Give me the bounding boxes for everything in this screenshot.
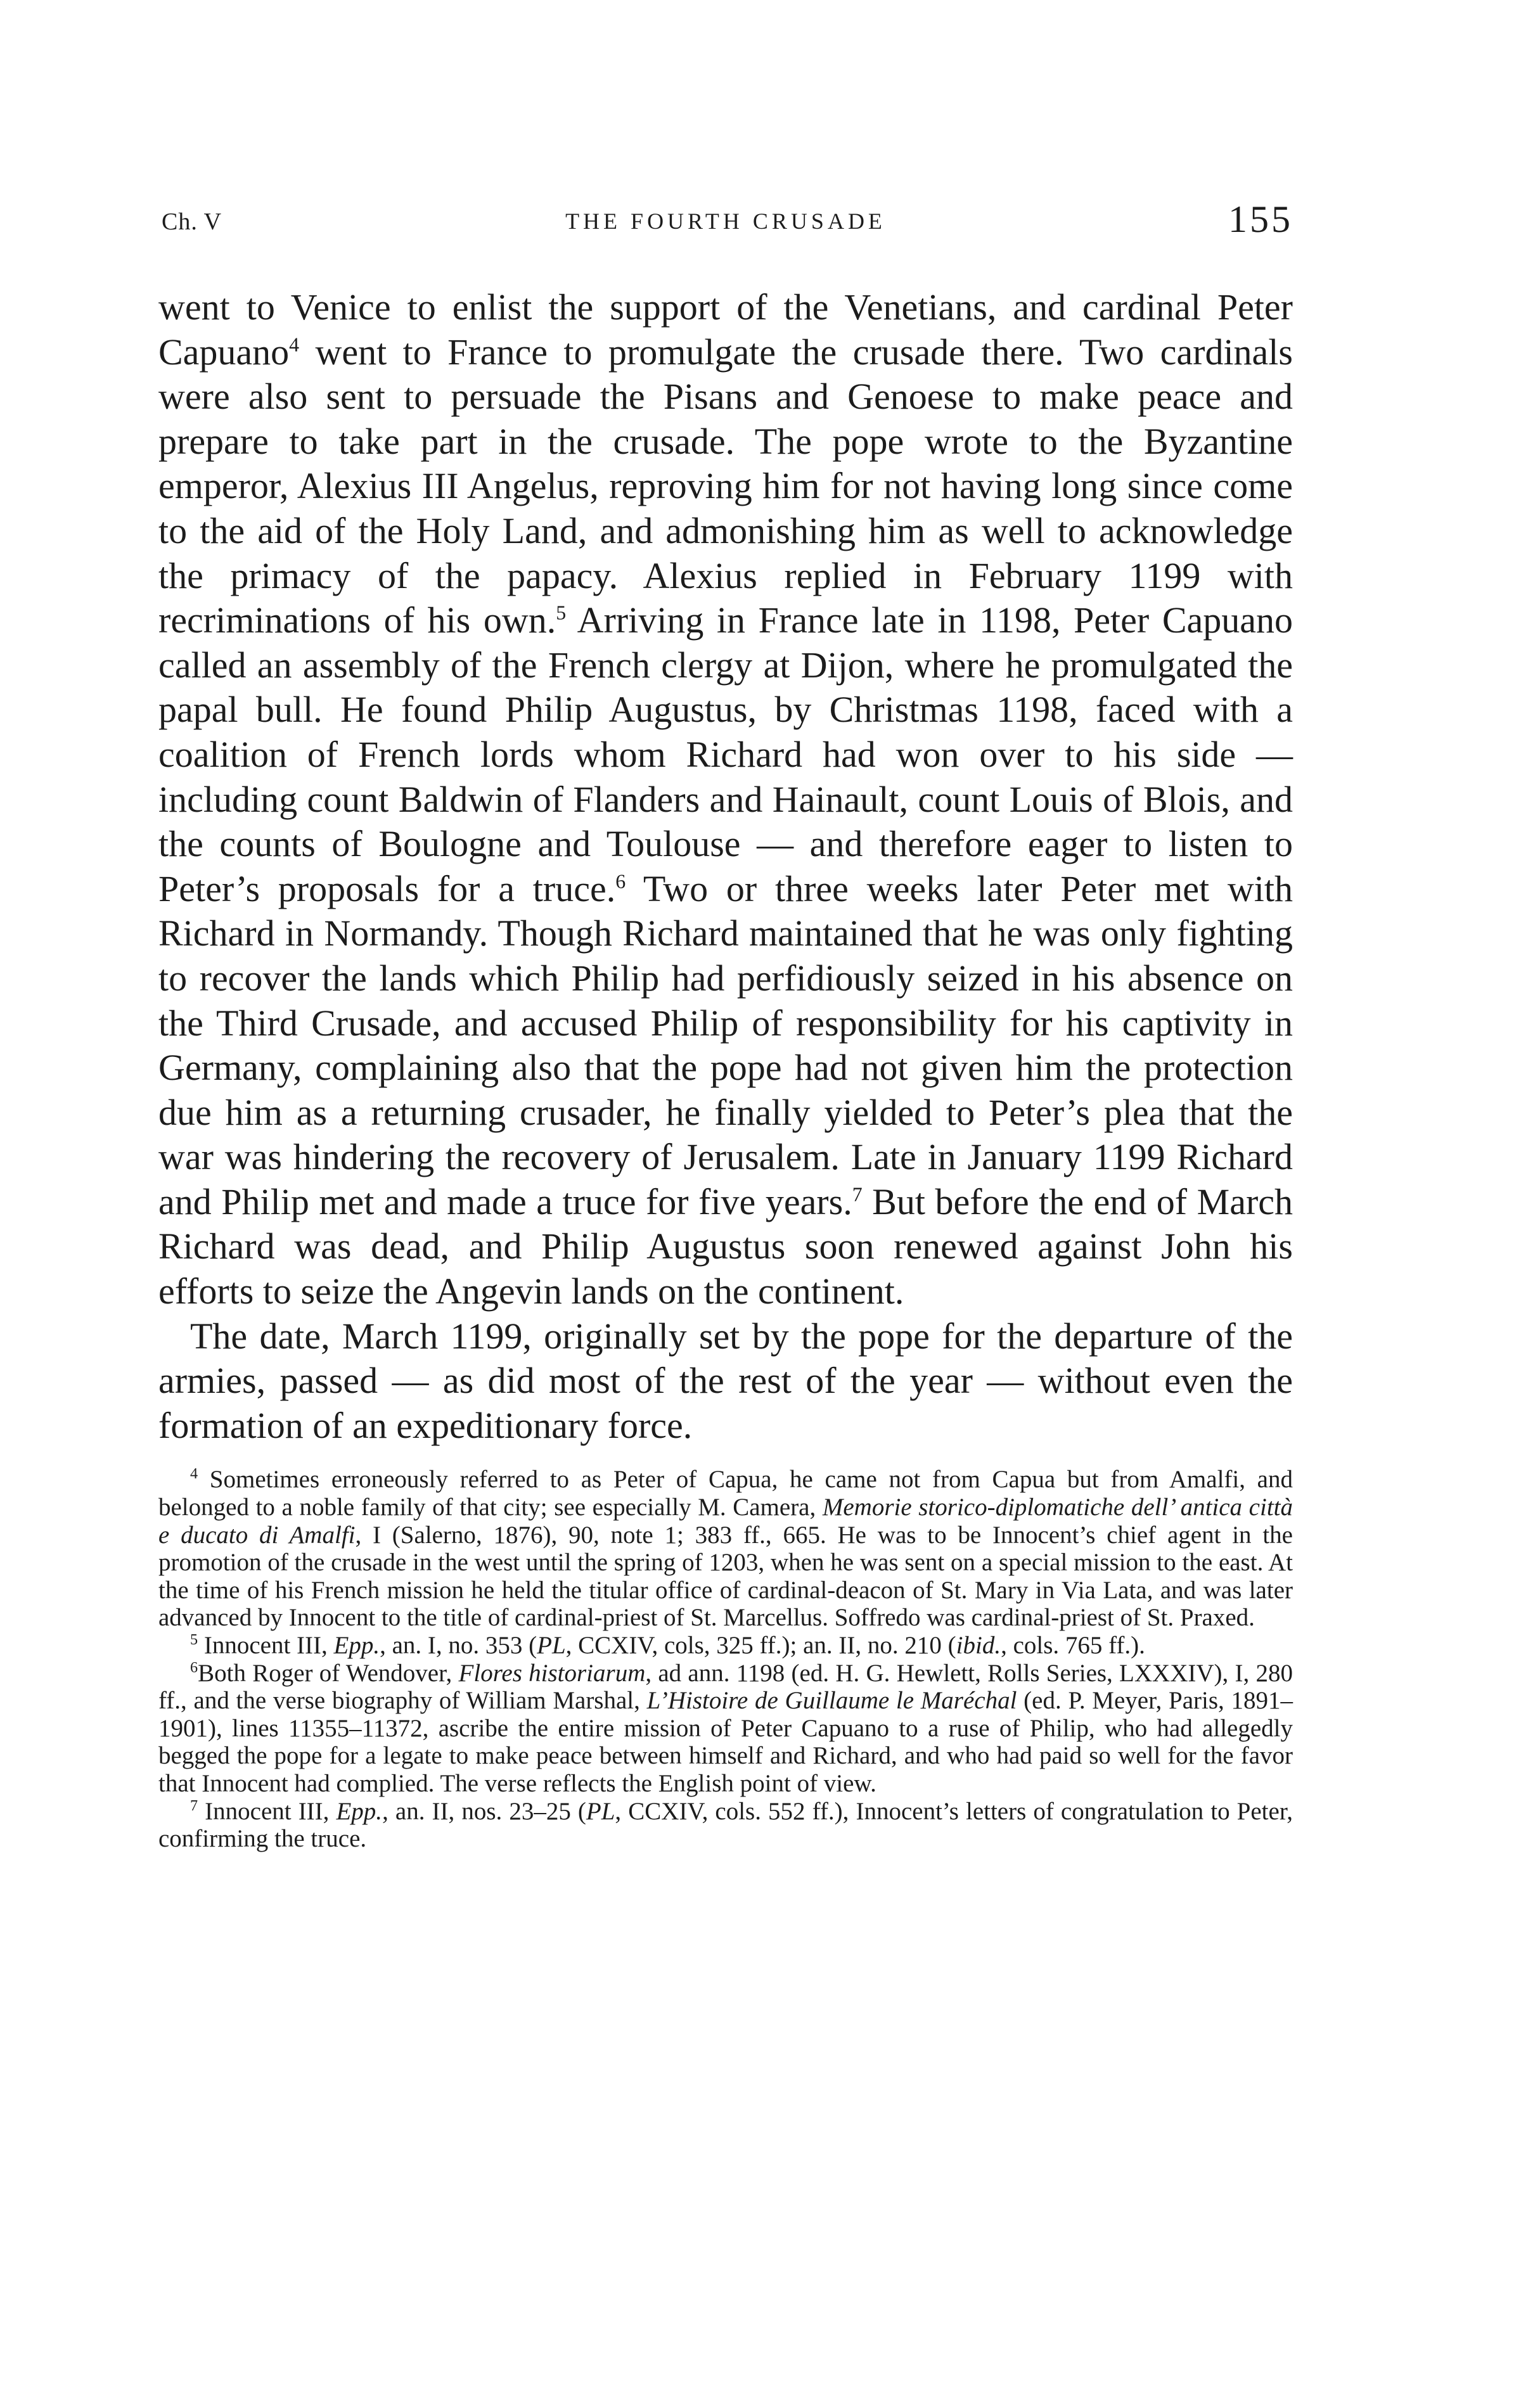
footnote-text: Innocent III, bbox=[198, 1632, 334, 1659]
footnote-7 bbox=[158, 1798, 1293, 1853]
footnote-text: , an. II, nos. 23–25 ( bbox=[382, 1797, 586, 1825]
footnote-6 bbox=[158, 1660, 1293, 1798]
footnote-title: PL bbox=[586, 1797, 615, 1825]
footnote-number: 6 bbox=[190, 1658, 198, 1676]
main-text bbox=[158, 285, 1293, 1448]
footnote-number: 7 bbox=[190, 1796, 198, 1814]
text-run: Two or three weeks later Peter met with Richard in Normandy. Though Richard maintained that he was only fighting to recover the lands which Philip had perfidiously seized in his absence on the Third Crusade, and accused Philip of responsibility for his captivity in Germany, complaining also that the pope had not given him the protection due him as a returning crusader, he finally yielded to Peter’s plea that the war was hindering the recovery of Jerusalem. Late in January 1199 Richard and Philip met and made a truce for five years. bbox=[158, 868, 1293, 1222]
footnote-text: , I (Salerno, 1876), 90, note 1; 383 ff., 665. He was to be Innocent’s chief agent in the promotion of the crusade in the west until the spring of 1203, when he was sent on a special mission to the east. At the time of his French mission he held the titular office of cardinal-deacon of St. Mary in Via Lata, and was later advanced by Innocent to the title of cardinal-priest of St. Marcellus. Soffredo was cardinal-priest of St. Praxed. bbox=[158, 1521, 1293, 1632]
footnote-text: Sometimes erroneously referred to as Peter of Capua, he came not from Capua but from Amalfi, and belonged to a noble family of that city; see especially M. Camera, bbox=[158, 1466, 1293, 1521]
footnote-title: L’Histoire de Guillaume le Maréchal bbox=[646, 1687, 1017, 1715]
text-run: Arriving in France late in 1198, Peter Capuano called an assembly of the French clergy at Dijon, where he promulgated the papal bull. He found Philip Augustus, by Christmas 1198, faced with a coalition of French lords whom Richard had won over to his side — including count Baldwin of Flanders and Hainault, count Louis of Blois, and the counts of Boulogne and Toulouse — and therefore eager to listen to Peter’s proposals for a truce. bbox=[158, 599, 1293, 909]
footnote-title: Memorie storico-diplomatiche dell’ antica città e ducato di Amalfi bbox=[158, 1494, 1293, 1549]
paragraph-2: The date, March 1199, originally set by the pope for the departure of the armies, passed — as did most of the rest of the year — without even the formation of an expeditionary force. bbox=[158, 1315, 1293, 1446]
footnote-title: Epp. bbox=[333, 1632, 380, 1659]
footnote-text: , ad ann. 1198 (ed. H. G. Hewlett, Rolls Series, LXXXIV), I, 280 ff., and the verse biography of William Marshal, bbox=[158, 1659, 1293, 1715]
chapter-label: Ch. V bbox=[162, 208, 222, 235]
footnote-text: , cols. 765 ff.). bbox=[1001, 1632, 1145, 1659]
paragraph-1 bbox=[158, 285, 1293, 1314]
footnote-4 bbox=[158, 1466, 1293, 1632]
footnotes bbox=[158, 1466, 1293, 1852]
book-page bbox=[158, 196, 1293, 1853]
text-run: went to France to promulgate the crusade there. Two cardinals were also sent to persuade the Pisans and Genoese to make peace and prepare to take part in the crusade. The pope wrote to the Byzantine emperor, Alexius III Angelus, reproving him for not having long since come to the aid of the Holy Land, and admonishing him as well to acknowledge the primacy of the papacy. Alexius replied in February 1199 with recriminations of his own. bbox=[158, 331, 1293, 641]
footnote-ref-4: 4 bbox=[289, 333, 300, 356]
footnote-title: Epp. bbox=[336, 1797, 383, 1825]
running-head bbox=[158, 196, 1293, 247]
footnote-5 bbox=[158, 1632, 1293, 1660]
footnote-number: 5 bbox=[190, 1631, 198, 1648]
running-title: THE FOURTH CRUSADE bbox=[565, 208, 886, 234]
footnote-ref-7: 7 bbox=[852, 1183, 863, 1206]
footnote-text: Both Roger of Wendover, bbox=[198, 1659, 459, 1687]
footnote-text: (ed. P. Meyer, Paris, 1891–1901), lines 11355–11372, ascribe the entire mission of Peter Capuano to a ruse of Philip, who had allegedly begged the pope for a legate to make peace between himself and Richard, and who had paid so well for the favor that Innocent had complied. The verse reflects the English point of view. bbox=[158, 1687, 1293, 1797]
footnote-text: , CCXIV, cols. 552 ff.), Innocent’s letters of congratulation to Peter, confirming the truce. bbox=[158, 1797, 1293, 1853]
footnote-title: Flores historiarum bbox=[458, 1659, 646, 1687]
text-run: went to Venice to enlist the support of the Venetians, and cardinal Peter Capuano bbox=[158, 286, 1293, 373]
footnote-text: , an. I, no. 353 ( bbox=[380, 1632, 537, 1659]
footnote-ref-5: 5 bbox=[556, 601, 567, 624]
footnote-title: PL bbox=[537, 1632, 566, 1659]
text-run: But before the end of March Richard was dead, and Philip Augustus soon renewed against John his efforts to seize the Angevin lands on the continent. bbox=[158, 1181, 1293, 1312]
footnote-title: ibid. bbox=[956, 1632, 1001, 1659]
footnote-text: Innocent III, bbox=[198, 1797, 337, 1825]
page-number: 155 bbox=[1228, 198, 1293, 240]
footnote-number: 4 bbox=[190, 1465, 198, 1483]
footnote-ref-6: 6 bbox=[615, 870, 626, 893]
footnote-text: , CCXIV, cols, 325 ff.); an. II, no. 210 ( bbox=[565, 1632, 956, 1659]
